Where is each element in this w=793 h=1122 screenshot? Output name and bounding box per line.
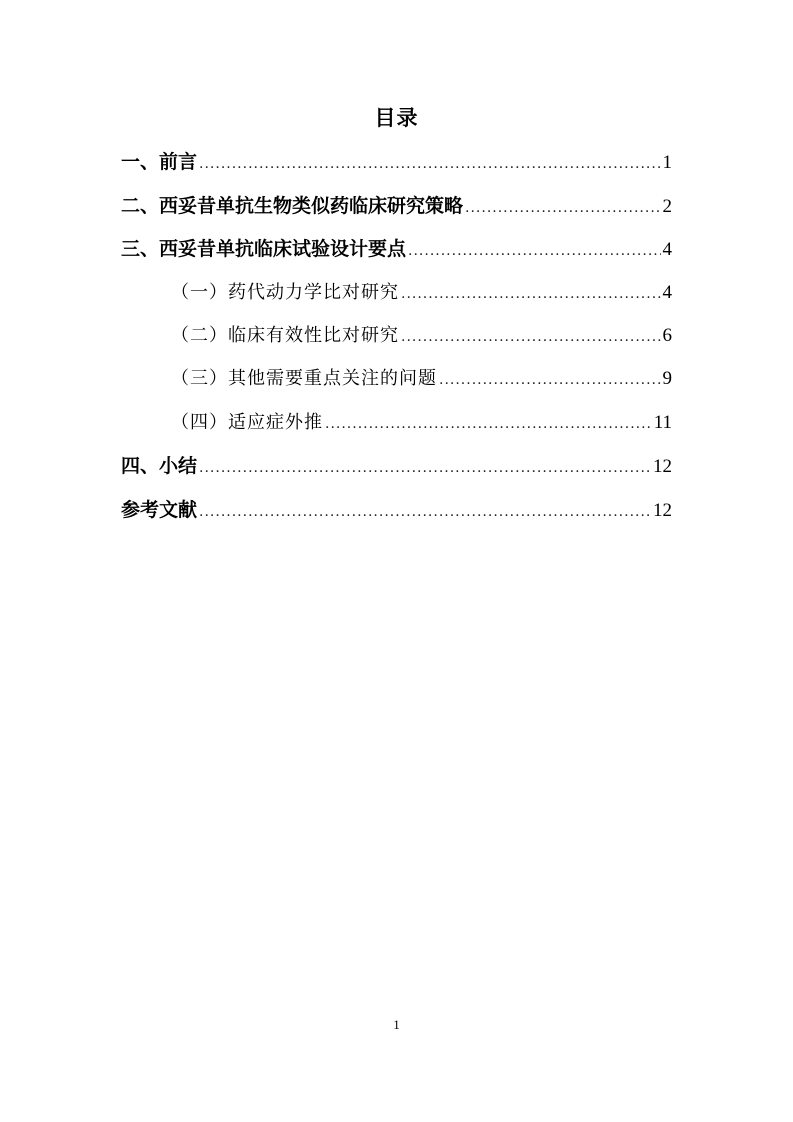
toc-entry-preface[interactable] xyxy=(121,148,672,176)
toc-entry-label: （三）其他需要重点关注的问题 xyxy=(171,368,437,389)
toc-dot-leader xyxy=(199,498,651,526)
toc-entry-page: 9 xyxy=(662,368,672,389)
toc-dot-leader xyxy=(408,237,660,265)
toc-entry-label: （一）药代动力学比对研究 xyxy=(171,282,399,303)
toc-entry-references[interactable] xyxy=(121,496,672,524)
toc-entry-summary[interactable] xyxy=(121,452,672,480)
toc-entry-label: （二）临床有效性比对研究 xyxy=(171,325,399,346)
page-number: 1 xyxy=(393,1017,400,1032)
toc-entry-page: 12 xyxy=(653,500,672,521)
toc-title: 目录 xyxy=(374,105,419,130)
toc-entry-label: 一、前言 xyxy=(121,151,198,173)
toc-entry-label: （四）适应症外推 xyxy=(171,412,323,433)
toc-dot-leader xyxy=(465,194,660,222)
toc-entry-page: 4 xyxy=(662,239,672,260)
toc-entry-page: 1 xyxy=(662,152,672,173)
toc-entry-label: 参考文献 xyxy=(121,499,198,521)
toc-dot-leader xyxy=(325,410,652,438)
toc-entry-page: 4 xyxy=(662,282,672,303)
toc-entry-efficacy-study[interactable] xyxy=(171,322,672,350)
toc-entry-label: 二、西妥昔单抗生物类似药临床研究策略 xyxy=(121,195,464,217)
toc-entry-label: 四、小结 xyxy=(121,455,198,477)
toc-dot-leader xyxy=(439,366,661,394)
toc-entry-page: 12 xyxy=(653,456,672,477)
toc-entry-page: 6 xyxy=(662,325,672,346)
toc-dot-leader xyxy=(199,150,660,178)
toc-dot-leader xyxy=(199,454,651,482)
toc-dot-leader xyxy=(401,280,661,308)
toc-entry-extrapolation[interactable] xyxy=(171,409,672,437)
toc-entry-design-points[interactable] xyxy=(121,235,672,263)
toc-entry-strategy[interactable] xyxy=(121,192,672,220)
toc-entry-page: 2 xyxy=(662,196,672,217)
toc-dot-leader xyxy=(401,323,661,351)
toc-entry-pk-study[interactable] xyxy=(171,279,672,307)
toc-entry-page: 11 xyxy=(653,412,672,433)
toc-entry-other-issues[interactable] xyxy=(171,365,672,393)
toc-entry-label: 三、西妥昔单抗临床试验设计要点 xyxy=(121,238,407,260)
